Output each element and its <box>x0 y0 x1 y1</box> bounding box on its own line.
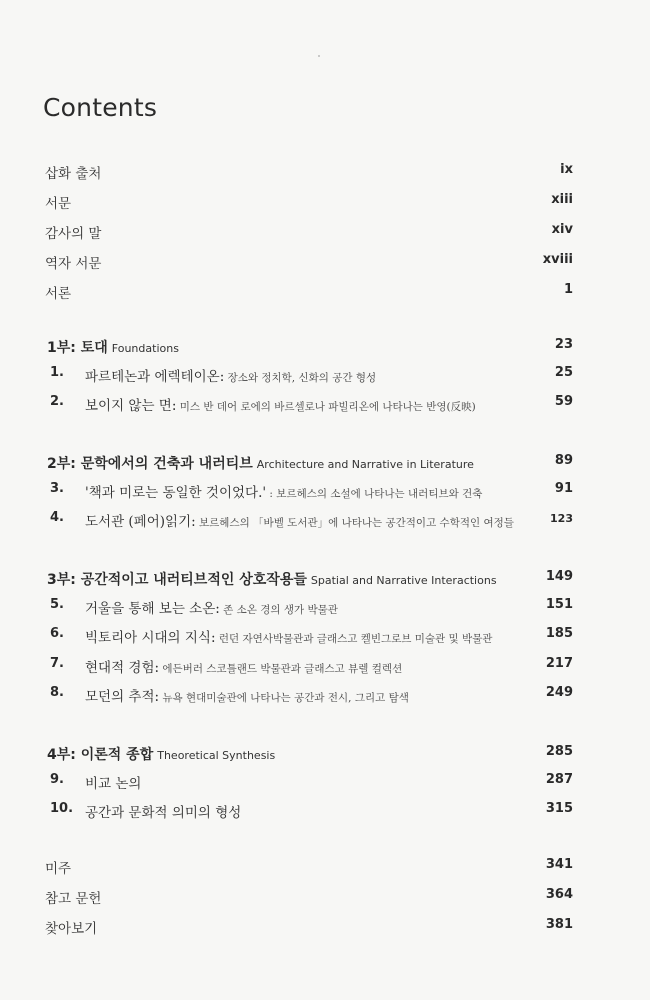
toc-entry[interactable] <box>45 252 573 272</box>
chapter-subtitle: : 보르헤스의 소설에 나타나는 내러티브와 건축 <box>266 488 483 500</box>
chapter-subtitle: 장소와 정치학, 신화의 공간 형성 <box>224 372 377 384</box>
chapter-title <box>85 626 492 646</box>
chapter-title <box>85 510 514 530</box>
page-number: ix <box>560 162 573 177</box>
chapter-subtitle: 에든버러 스코틀랜드 박물관과 글래스고 뷰렐 컬렉션 <box>159 663 403 675</box>
part-title-korean: 3부: 공간적이고 내러티브적인 상호작용들 <box>47 572 307 588</box>
chapter-number: 5. <box>50 597 64 612</box>
page-number: 91 <box>554 481 573 496</box>
toc-entry[interactable] <box>45 282 573 302</box>
chapter-number: 2. <box>50 394 64 409</box>
part-title-english: Architecture and Narrative in Literature <box>256 458 474 471</box>
page-number: 59 <box>554 394 573 409</box>
page-number: 315 <box>545 801 573 816</box>
part-heading[interactable] <box>45 569 573 589</box>
chapter-title <box>85 801 241 821</box>
chapter-main-title: 공간과 문화적 의미의 형성 <box>85 805 242 821</box>
page-number: xviii <box>542 252 573 267</box>
page-speck <box>318 55 320 57</box>
entry-title: 미주 <box>45 861 72 877</box>
page-number: 249 <box>545 685 573 700</box>
chapter-subtitle: 런던 자연사박물관과 글래스고 켈빈그로브 미술관 및 박물관 <box>215 633 493 645</box>
chapter-main-title: 도서관 (페어)읽기: <box>85 514 196 530</box>
toc-entry[interactable] <box>45 887 573 907</box>
part-heading[interactable] <box>45 337 573 357</box>
chapter-title <box>85 772 141 792</box>
chapter-number: 9. <box>50 772 64 787</box>
chapter-number: 10. <box>50 801 74 816</box>
part-title-english: Theoretical Synthesis <box>157 749 276 762</box>
chapter-main-title: 파르테논과 에렉테이온: <box>85 369 225 385</box>
chapter-entry[interactable] <box>45 597 573 617</box>
chapter-number: 6. <box>50 626 64 641</box>
part-heading[interactable] <box>45 453 573 473</box>
chapter-entry[interactable] <box>45 510 573 530</box>
chapter-title <box>85 685 409 705</box>
chapter-title <box>85 394 476 414</box>
chapter-main-title: 현대적 경험: <box>85 660 160 676</box>
entry-title: 참고 문헌 <box>45 891 102 907</box>
part-title-english: Foundations <box>111 342 179 355</box>
entry-title: 찾아보기 <box>45 921 98 937</box>
page-number: xiv <box>551 222 573 237</box>
chapter-subtitle: 보르헤스의 「바벨 도서관」에 나타나는 공간적이고 수학적인 여정들 <box>195 517 514 529</box>
toc-entry[interactable] <box>45 857 573 877</box>
entry-title: 서론 <box>45 286 72 302</box>
part-heading[interactable] <box>45 744 573 764</box>
part-title-korean: 2부: 문학에서의 건축과 내러티브 <box>47 456 253 472</box>
chapter-entry[interactable] <box>45 685 573 705</box>
page-number: 217 <box>545 656 573 671</box>
page-number: 123 <box>550 512 573 525</box>
chapter-entry[interactable] <box>45 656 573 676</box>
chapter-subtitle: 존 소온 경의 생가 박물관 <box>219 604 338 616</box>
entry-title: 서문 <box>45 196 72 212</box>
entry-title: 역자 서문 <box>45 256 102 272</box>
part-title-english: Spatial and Narrative Interactions <box>310 574 497 587</box>
page-number: 1 <box>563 282 573 297</box>
part-title <box>47 744 275 764</box>
page-number: 149 <box>545 569 573 584</box>
toc-entry[interactable] <box>45 162 573 182</box>
page-number: 285 <box>545 744 573 759</box>
chapter-number: 7. <box>50 656 64 671</box>
entry-title: 삽화 출처 <box>45 166 102 182</box>
chapter-main-title: 비교 논의 <box>85 776 142 792</box>
chapter-subtitle: 뉴욕 현대미술관에 나타나는 공간과 전시, 그리고 탐색 <box>159 692 409 704</box>
part-title <box>47 569 497 589</box>
page-number: 151 <box>545 597 573 612</box>
entry-title: 감사의 말 <box>45 226 102 242</box>
chapter-main-title: '책과 미로는 동일한 것이었다.' <box>85 485 267 501</box>
chapter-title <box>85 656 402 676</box>
part-title-korean: 1부: 토대 <box>47 340 108 356</box>
chapter-subtitle: 미스 반 데어 로에의 바르셀로나 파빌리온에 나타나는 반영(反映) <box>176 401 476 413</box>
chapter-number: 8. <box>50 685 64 700</box>
chapter-number: 4. <box>50 510 64 525</box>
chapter-title <box>85 481 482 501</box>
chapter-main-title: 모던의 추적: <box>85 689 160 705</box>
contents-heading: Contents <box>43 93 158 122</box>
chapter-main-title: 보이지 않는 면: <box>85 398 177 414</box>
chapter-entry[interactable] <box>45 365 573 385</box>
page-number: 287 <box>545 772 573 787</box>
chapter-title <box>85 365 376 385</box>
page-number: 89 <box>554 453 573 468</box>
chapter-entry[interactable] <box>45 394 573 414</box>
page-number: 341 <box>545 857 573 872</box>
chapter-entry[interactable] <box>45 801 573 821</box>
part-title <box>47 453 474 473</box>
chapter-main-title: 빅토리아 시대의 지식: <box>85 630 216 646</box>
page-number: xiii <box>551 192 573 207</box>
chapter-entry[interactable] <box>45 626 573 646</box>
chapter-number: 3. <box>50 481 64 496</box>
page-number: 381 <box>545 917 573 932</box>
part-title-korean: 4부: 이론적 종합 <box>47 747 154 763</box>
chapter-entry[interactable] <box>45 772 573 792</box>
chapter-title <box>85 597 338 617</box>
page-number: 25 <box>554 365 573 380</box>
page-number: 23 <box>554 337 573 352</box>
part-title <box>47 337 179 357</box>
toc-entry[interactable] <box>45 192 573 212</box>
toc-entry[interactable] <box>45 917 573 937</box>
chapter-number: 1. <box>50 365 64 380</box>
chapter-main-title: 거울을 통해 보는 소온: <box>85 601 220 617</box>
page-number: 364 <box>545 887 573 902</box>
page-number: 185 <box>545 626 573 641</box>
toc-entry[interactable] <box>45 222 573 242</box>
chapter-entry[interactable] <box>45 481 573 501</box>
